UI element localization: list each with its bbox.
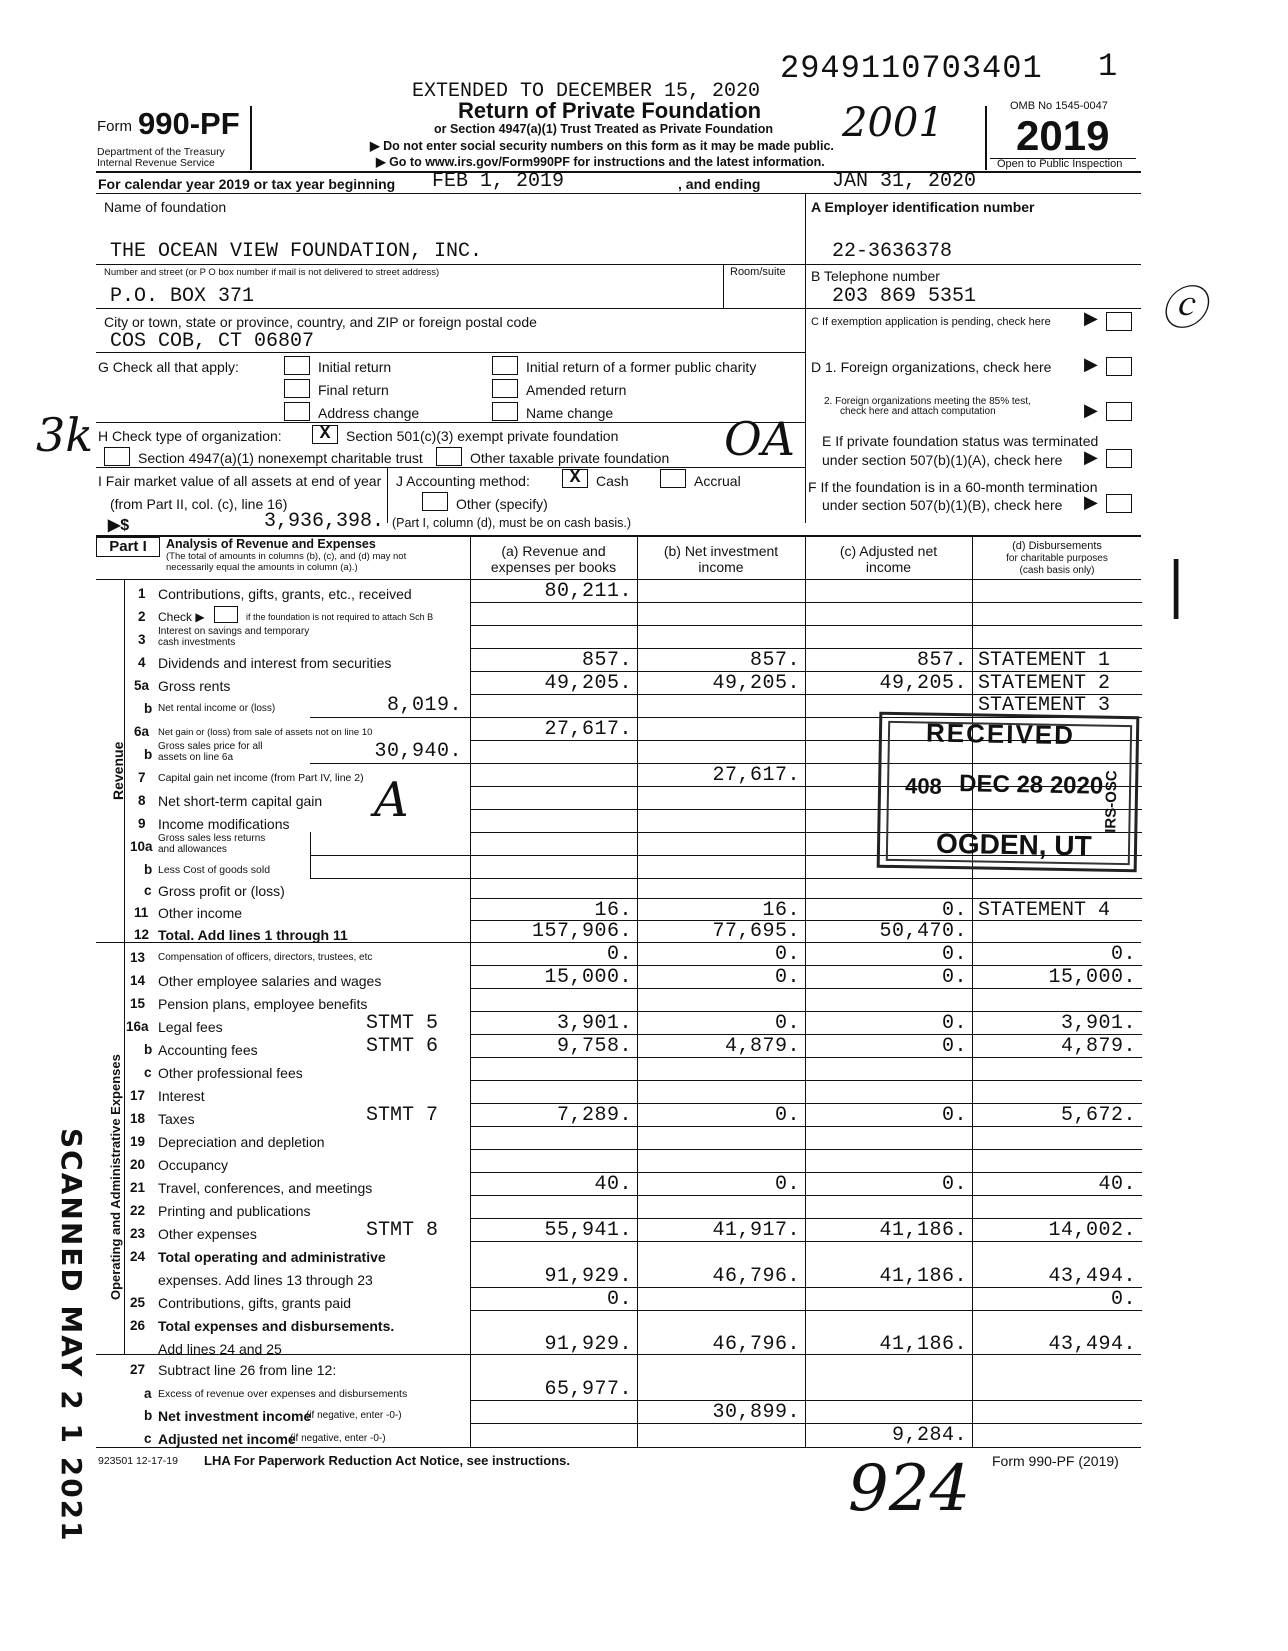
line-5b-col-d: STATEMENT 3 (978, 694, 1111, 717)
line-12-col-b: 77,695. (712, 920, 800, 943)
line-18-col-b: 0. (774, 1104, 800, 1127)
line-10b-label: Less Cost of goods sold (158, 864, 271, 876)
line-23-col-c: 41,186. (879, 1219, 967, 1242)
line-10c-label: Gross profit or (loss) (158, 883, 285, 899)
line-13-col-d: 0. (1110, 943, 1136, 966)
line-14-col-a: 15,000. (544, 966, 632, 989)
name-change-label: Name change (526, 405, 614, 421)
f-label-2: under section 507(b)(1)(B), check here (822, 497, 1063, 513)
street-label: Number and street (or P O box number if mail is not delivered to street address) (104, 267, 440, 278)
part-1-label: Part I (96, 537, 160, 557)
i-label-2: (from Part II, col. (c), line 16) (110, 496, 288, 512)
line-16a-col-c: 0. (941, 1012, 967, 1035)
foundation-name: THE OCEAN VIEW FOUNDATION, INC. (110, 240, 483, 263)
col-d-header-3: (cash basis only) (1019, 565, 1095, 576)
e-label-2: under section 507(b)(1)(A), check here (822, 452, 1063, 468)
c-label: C If exemption application is pending, check here (811, 316, 1051, 328)
g-label: G Check all that apply: (98, 359, 239, 375)
line-24-number: 24 (130, 1249, 146, 1264)
col-c-header-1: (c) Adjusted net (839, 543, 938, 559)
line-25-col-d: 0. (1110, 1288, 1136, 1311)
col-b-header-2: income (698, 559, 744, 575)
dln-suffix: 1 (1098, 48, 1118, 85)
tax-year-end: JAN 31, 2020 (832, 170, 977, 193)
received-stamp-side: IRS-OSC (1102, 770, 1121, 833)
line-12-label: Total. Add lines 1 through 11 (158, 927, 348, 943)
street-address: P.O. BOX 371 (110, 285, 255, 308)
irs-label: Internal Revenue Service (97, 157, 215, 169)
line-16a-number: 16a (126, 1019, 149, 1034)
lha-notice: LHA For Paperwork Reduction Act Notice, see instructions. (204, 1453, 570, 1468)
dln-number: 2949110703401 (780, 50, 1043, 87)
line-27c-label: Adjusted net income (158, 1431, 296, 1447)
revenue-section-label: Revenue (110, 741, 126, 800)
line-5a-number: 5a (134, 678, 150, 693)
h-4947-label: Section 4947(a)(1) nonexempt charitable trust (138, 450, 423, 466)
line-6a-col-a: 27,617. (544, 718, 632, 741)
line-8-number: 8 (138, 793, 146, 808)
h-501c3-checkbox[interactable]: X (312, 425, 338, 444)
line-22-label: Printing and publications (158, 1203, 311, 1219)
line-14-col-b: 0. (774, 966, 800, 989)
d2-label-a: 2. Foreign organizations meeting the 85% test, (824, 396, 1031, 407)
handwritten-oa: OA (724, 412, 795, 466)
line-10a-number: 10a (130, 839, 153, 854)
line-16a-stmt: STMT 5 (366, 1012, 439, 1035)
handwritten-code: 2001 (842, 100, 944, 146)
received-stamp-date: DEC 28 2020 (958, 770, 1104, 800)
line-13-label: Compensation of officers, directors, trustees, etc (158, 952, 373, 963)
line-2-checkbox[interactable] (214, 606, 238, 623)
line-24-label-2: expenses. Add lines 13 through 23 (158, 1272, 373, 1288)
handwritten-margin-note: 3k (36, 408, 94, 462)
line-4-col-d: STATEMENT 1 (978, 649, 1111, 672)
line-23-col-b: 41,917. (712, 1219, 800, 1242)
name-change-checkbox[interactable] (492, 402, 518, 421)
line-23-stmt: STMT 8 (366, 1219, 439, 1242)
scanned-stamp: SCANNED MAY 2 1 2021 (55, 1128, 88, 1543)
i-label-1: I Fair market value of all assets at end of year (98, 473, 382, 489)
form-number: 990-PF (138, 106, 240, 141)
address-change-checkbox[interactable] (284, 402, 310, 421)
line-6b-inline-value: 30,940. (374, 740, 462, 763)
line-26-number: 26 (130, 1318, 146, 1333)
handwritten-mark: ⓒ (1160, 281, 1206, 335)
line-24-col-c: 41,186. (879, 1265, 967, 1288)
line-9-number: 9 (138, 816, 146, 831)
line-7-col-b: 27,617. (712, 764, 800, 787)
line-2-note: if the foundation is not required to attach Sch B (246, 612, 434, 622)
amended-return-label: Amended return (526, 382, 627, 398)
received-stamp-code: 408 (904, 773, 943, 799)
line-11-label: Other income (158, 905, 243, 921)
line-16b-stmt: STMT 6 (366, 1035, 439, 1058)
line-18-label: Taxes (158, 1111, 195, 1127)
received-stamp-text: RECEIVED (925, 717, 1076, 751)
line-23-col-d: 14,002. (1048, 1219, 1136, 1242)
line-6a-label: Net gain or (loss) from sale of assets not on line 10 (158, 727, 373, 738)
line-4-label: Dividends and interest from securities (158, 655, 392, 671)
h-4947-checkbox[interactable] (104, 447, 130, 466)
line-16a-col-d: 3,901. (1060, 1012, 1136, 1035)
line-14-col-c: 0. (941, 966, 967, 989)
line-21-number: 21 (130, 1180, 146, 1195)
tax-year: 2019 (1016, 112, 1110, 159)
line-26-label: Total expenses and disbursements. (158, 1318, 395, 1334)
line-21-col-a: 40. (594, 1173, 632, 1196)
line-27a-label: Excess of revenue over expenses and disbursements (158, 1388, 408, 1400)
j-note: (Part I, column (d), must be on cash basis.) (392, 516, 631, 530)
ein-label: A Employer identification number (811, 199, 1035, 215)
line-22-number: 22 (130, 1203, 146, 1218)
line-11-number: 11 (134, 905, 149, 920)
handwritten-a: A (374, 772, 409, 828)
form-title: Return of Private Foundation (458, 98, 762, 123)
d1-label: D 1. Foreign organizations, check here (811, 359, 1052, 375)
line-10c-number: c (144, 883, 152, 898)
line-16a-label: Legal fees (158, 1019, 223, 1035)
h-label: H Check type of organization: (98, 428, 282, 444)
line-23-number: 23 (130, 1226, 146, 1241)
col-a-header-1: (a) Revenue and (501, 543, 606, 559)
line-20-number: 20 (130, 1157, 146, 1172)
line-16c-label: Other professional fees (158, 1065, 303, 1081)
line-27a-col-a: 65,977. (544, 1378, 632, 1401)
line-21-col-d: 40. (1098, 1173, 1136, 1196)
foundation-name-label: Name of foundation (104, 199, 227, 215)
line-3-number: 3 (138, 632, 146, 647)
line-16b-col-d: 4,879. (1060, 1035, 1136, 1058)
line-12-col-c: 50,470. (879, 920, 967, 943)
line-3-label: Interest on savings and temporary (158, 626, 310, 637)
part-1-desc-2: necessarily equal the amounts in column (a).) (166, 562, 358, 573)
j-cash-checkbox[interactable]: X (562, 469, 588, 488)
line-1-col-a: 80,211. (544, 580, 632, 603)
line-13-col-b: 0. (774, 943, 800, 966)
line-13-col-a: 0. (606, 943, 632, 966)
line-21-label: Travel, conferences, and meetings (158, 1180, 373, 1196)
line-26-col-b: 46,796. (712, 1333, 800, 1356)
line-15-label: Pension plans, employee benefits (158, 996, 368, 1012)
line-5a-label: Gross rents (158, 678, 231, 694)
line-23-col-a: 55,941. (544, 1219, 632, 1242)
line-11-col-b: 16. (762, 899, 800, 922)
j-label: J Accounting method: (396, 473, 530, 489)
line-25-label: Contributions, gifts, grants paid (158, 1295, 351, 1311)
line-10a-label-2: and allowances (158, 844, 227, 855)
handwritten-924: 924 (848, 1452, 971, 1526)
expenses-section-label: Operating and Administrative Expenses (108, 1054, 123, 1300)
line-18-number: 18 (130, 1111, 146, 1126)
line-26-col-d: 43,494. (1048, 1333, 1136, 1356)
j-other-checkbox[interactable] (422, 492, 448, 511)
line-16b-col-c: 0. (941, 1035, 967, 1058)
line-1-label: Contributions, gifts, grants, etc., received (158, 586, 412, 602)
col-b-header-1: (b) Net investment (663, 543, 779, 559)
line-24-col-b: 46,796. (712, 1265, 800, 1288)
former-charity-label: Initial return of a former public charity (526, 359, 757, 375)
h-other-checkbox[interactable] (436, 447, 462, 466)
line-27c-col-c: 9,284. (891, 1424, 967, 1447)
line-17-label: Interest (158, 1088, 205, 1104)
line-4-col-a: 857. (581, 649, 632, 672)
line-27b-label: Net investment income (158, 1408, 312, 1424)
line-10b-number: b (144, 862, 153, 877)
and-ending-label: , and ending (678, 176, 761, 192)
line-20-label: Occupancy (158, 1157, 229, 1173)
d2-checkbox[interactable] (1106, 402, 1132, 421)
h-501c3-label: Section 501(c)(3) exempt private foundation (346, 428, 619, 444)
line-8-label: Net short-term capital gain (158, 793, 323, 809)
line-18-col-a: 7,289. (556, 1104, 632, 1127)
open-inspection: Open to Public Inspection (997, 158, 1123, 170)
line-5b-label: Net rental income or (loss) (158, 703, 276, 714)
line-5a-col-d: STATEMENT 2 (978, 672, 1111, 695)
omb-number: OMB No 1545-0047 (1010, 100, 1108, 112)
col-d-header-1: (d) Disbursements (1012, 540, 1102, 552)
line-17-number: 17 (130, 1088, 146, 1103)
ein-value: 22-3636378 (832, 240, 953, 263)
fair-market-value: 3,936,398. (264, 510, 385, 533)
line-26-label-2: Add lines 24 and 25 (158, 1341, 282, 1357)
line-12-number: 12 (134, 927, 150, 942)
line-5b-number: b (144, 701, 153, 716)
line-6b-label: Gross sales price for all (158, 741, 263, 752)
initial-return-checkbox[interactable] (284, 356, 310, 375)
line-27-label: Subtract line 26 from line 12: (158, 1362, 337, 1378)
line-6b-number: b (144, 747, 153, 762)
h-other-label: Other taxable private foundation (470, 450, 670, 466)
city-label: City or town, state or province, country, and ZIP or foreign postal code (104, 314, 537, 330)
line-16a-col-b: 0. (774, 1012, 800, 1035)
line-18-col-d: 5,672. (1060, 1104, 1136, 1127)
phone-number: 203 869 5351 (832, 285, 977, 308)
line-27c-note: (if negative, enter -0-) (290, 1433, 386, 1444)
line-26-col-a: 91,929. (544, 1333, 632, 1356)
e-checkbox[interactable] (1106, 449, 1132, 468)
margin-stroke: | (1166, 550, 1187, 620)
form-label: Form (97, 118, 132, 135)
line-18-col-c: 0. (941, 1104, 967, 1127)
j-other-label: Other (specify) (456, 496, 548, 512)
line-5a-col-b: 49,205. (712, 672, 800, 695)
line-13-col-c: 0. (941, 943, 967, 966)
initial-return-label: Initial return (318, 359, 392, 375)
final-return-checkbox[interactable] (284, 379, 310, 398)
line-23-label: Other expenses (158, 1226, 257, 1242)
col-a-header-2: expenses per books (490, 559, 617, 575)
received-stamp (877, 712, 1140, 873)
line-25-col-a: 0. (606, 1288, 632, 1311)
line-2-label: Check ▶ (158, 610, 205, 624)
line-16b-col-b: 4,879. (724, 1035, 800, 1058)
final-return-label: Final return (318, 382, 389, 398)
i-dollar: ▶$ (108, 517, 130, 534)
line-16b-label: Accounting fees (158, 1042, 258, 1058)
line-4-number: 4 (138, 655, 146, 670)
c-checkbox[interactable] (1106, 312, 1132, 331)
line-15-number: 15 (130, 996, 146, 1011)
line-5a-col-c: 49,205. (879, 672, 967, 695)
part-1-title: Analysis of Revenue and Expenses (166, 537, 376, 551)
line-26-col-c: 41,186. (879, 1333, 967, 1356)
part-1-desc-1: (The total of amounts in columns (b), (c), and (d) may not (166, 551, 407, 562)
d1-checkbox[interactable] (1106, 357, 1132, 376)
form-subtitle: or Section 4947(a)(1) Trust Treated as Private Foundation (434, 122, 773, 136)
line-6b-label-2: assets on line 6a (158, 752, 234, 763)
line-11-col-a: 16. (594, 899, 632, 922)
line-21-col-c: 0. (941, 1173, 967, 1196)
j-accrual-label: Accrual (694, 473, 741, 489)
line-5b-inline-value: 8,019. (386, 694, 462, 717)
line-6a-number: 6a (134, 724, 150, 739)
line-11-col-c: 0. (941, 899, 967, 922)
room-suite-label: Room/suite (730, 266, 786, 278)
amended-return-checkbox[interactable] (492, 379, 518, 398)
d2-label-b: check here and attach computation (840, 406, 996, 417)
instructions-notice: ▶ Go to www.irs.gov/Form990PF for instructions and the latest information. (376, 155, 825, 169)
line-5a-col-a: 49,205. (544, 672, 632, 695)
form-reference: Form 990-PF (2019) (992, 1453, 1119, 1469)
line-14-number: 14 (130, 973, 146, 988)
line-18-stmt: STMT 7 (366, 1104, 439, 1127)
line-24-label: Total operating and administrative (158, 1249, 386, 1265)
line-4-col-c: 857. (916, 649, 967, 672)
line-3-label-2: cash investments (158, 637, 236, 648)
line-12-col-a: 157,906. (531, 920, 632, 943)
line-16c-number: c (144, 1065, 152, 1080)
f-label-1: F If the foundation is in a 60-month termination (808, 479, 1098, 495)
line-13-number: 13 (130, 950, 146, 965)
line-7-number: 7 (138, 770, 146, 785)
line-16b-number: b (144, 1042, 153, 1057)
line-27a-number: a (144, 1386, 152, 1401)
line-11-col-d: STATEMENT 4 (978, 899, 1111, 922)
city-state-zip: COS COB, CT 06807 (110, 330, 315, 353)
line-10a-label: Gross sales less returns (158, 833, 266, 844)
line-24-col-d: 43,494. (1048, 1265, 1136, 1288)
line-19-number: 19 (130, 1134, 146, 1149)
line-14-col-d: 15,000. (1048, 966, 1136, 989)
line-14-label: Other employee salaries and wages (158, 973, 382, 989)
line-27c-number: c (144, 1431, 152, 1446)
former-charity-checkbox[interactable] (492, 356, 518, 375)
form-code: 923501 12-17-19 (98, 1455, 178, 1467)
ssn-notice: ▶ Do not enter social security numbers on this form as it may be made public. (370, 139, 834, 153)
line-27b-number: b (144, 1408, 153, 1423)
j-cash-label: Cash (596, 473, 629, 489)
j-accrual-checkbox[interactable] (660, 469, 686, 488)
line-16b-col-a: 9,758. (556, 1035, 632, 1058)
line-2-number: 2 (138, 609, 146, 624)
address-change-label: Address change (318, 405, 420, 421)
line-21-col-b: 0. (774, 1173, 800, 1196)
col-c-header-2: income (865, 559, 912, 575)
e-label-1: E If private foundation status was terminated (822, 433, 1099, 449)
received-stamp-city: OGDEN, UT (935, 827, 1092, 862)
line-25-number: 25 (130, 1295, 146, 1310)
line-9-label: Income modifications (158, 816, 290, 832)
line-4-col-b: 857. (749, 649, 800, 672)
col-d-header-2: for charitable purposes (1006, 553, 1108, 564)
line-7-label: Capital gain net income (from Part IV, line 2) (158, 772, 364, 784)
line-27b-col-b: 30,899. (712, 1401, 800, 1424)
tax-year-begin: FEB 1, 2019 (432, 170, 565, 193)
tax-year-label: For calendar year 2019 or tax year beginning (98, 176, 396, 192)
f-checkbox[interactable] (1106, 494, 1132, 513)
line-16a-col-a: 3,901. (556, 1012, 632, 1035)
dept-treasury: Department of the Treasury (97, 146, 225, 158)
line-19-label: Depreciation and depletion (158, 1134, 325, 1150)
phone-label: B Telephone number (811, 268, 940, 284)
line-27b-note: (if negative, enter -0-) (306, 1410, 402, 1421)
extended-note: EXTENDED TO DECEMBER 15, 2020 (412, 80, 761, 103)
line-24-col-a: 91,929. (544, 1265, 632, 1288)
line-1-number: 1 (138, 586, 146, 601)
line-27-number: 27 (130, 1362, 146, 1377)
